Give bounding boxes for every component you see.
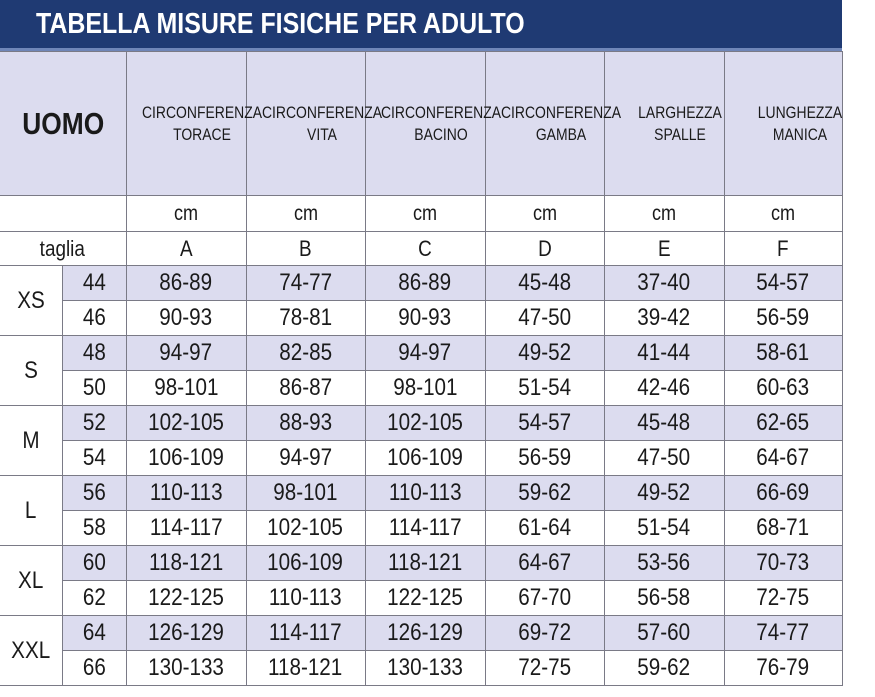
table-row [0,511,842,546]
measure-cell [246,336,365,371]
column-header [485,52,621,196]
measure-cell [604,476,724,511]
table-row [0,371,842,406]
measure-value: 118-121 [268,654,343,681]
size-number-cell [62,476,126,511]
measure-value: 49-52 [518,339,571,366]
measure-cell [604,371,724,406]
size-number: 58 [82,514,106,541]
column-header [724,52,842,196]
measure-cell [126,371,246,406]
measure-cell [604,581,724,616]
page-title: TABELLA MISURE FISICHE PER ADULTO [36,7,525,40]
measure-value: 126-129 [387,619,463,646]
measure-cell [365,266,485,301]
measure-cell [485,406,604,441]
measure-cell [365,441,485,476]
size-label: taglia [40,235,86,261]
measure-cell [126,511,246,546]
measure-cell [724,441,842,476]
measure-cell [365,616,485,651]
size-group-label: XXL [11,636,51,664]
measure-cell [126,546,246,581]
measure-value: 76-79 [756,654,810,681]
measure-cell [365,546,485,581]
letter-row [0,232,842,266]
measure-cell [246,651,365,686]
measure-cell [724,616,842,651]
measure-value: 78-81 [279,304,332,331]
measure-value: 51-54 [518,374,571,401]
column-header-label: CIRCONFERENZA TORACE [141,102,262,144]
measure-value: 62-65 [756,409,810,436]
unit-label: cm [651,201,677,225]
measure-cell [365,371,485,406]
table-row [0,441,842,476]
measure-value: 70-73 [756,549,810,576]
measure-value: 53-56 [637,549,691,576]
size-number: 64 [82,619,106,646]
size-number: 52 [82,409,106,436]
measure-cell [126,266,246,301]
size-group-label: L [24,496,37,524]
size-label-cell [0,232,126,266]
unit-label: cm [770,201,796,225]
measure-cell [485,336,604,371]
column-letter: F [777,235,789,261]
measure-cell [246,581,365,616]
size-number-cell [62,546,126,581]
table-row [0,546,842,581]
table-row [0,651,842,686]
measure-value: 74-77 [279,269,332,296]
measure-value: 60-63 [756,374,810,401]
unit-row [0,196,842,232]
size-number: 44 [82,269,106,296]
measure-cell [485,511,604,546]
measure-cell [126,581,246,616]
measure-value: 57-60 [637,619,691,646]
measure-value: 56-59 [756,304,810,331]
table-row [0,301,842,336]
measure-value: 59-62 [518,479,571,506]
measure-cell [126,406,246,441]
measure-value: 54-57 [518,409,571,436]
unit-row-spacer [0,196,126,232]
measure-value: 39-42 [637,304,691,331]
letter-cell [485,232,604,266]
measure-value: 102-105 [387,409,463,436]
measure-value: 68-71 [756,514,810,541]
size-number-cell [62,651,126,686]
measure-value: 90-93 [159,304,213,331]
measure-value: 94-97 [159,339,213,366]
measure-cell [246,511,365,546]
size-number-cell [62,301,126,336]
column-letter: B [299,235,312,261]
measure-cell [246,616,365,651]
measure-cell [724,651,842,686]
unit-cell [604,196,724,232]
size-group-label: XL [18,566,44,594]
size-group-cell [0,336,62,406]
column-header-label: LARGHEZZA SPALLE [637,102,722,144]
size-number-cell [62,511,126,546]
column-header-label: CIRCONFERENZA GAMBA [500,102,621,144]
measure-value: 122-125 [148,584,224,611]
size-table [0,51,843,686]
measure-value: 72-75 [518,654,571,681]
measure-cell [724,266,842,301]
measure-value: 106-109 [148,444,224,471]
measure-cell [604,301,724,336]
size-group-cell [0,476,62,546]
size-number-cell [62,371,126,406]
measure-cell [604,651,724,686]
unit-cell [724,196,842,232]
measure-value: 86-87 [279,374,332,401]
unit-label: cm [293,201,318,225]
measure-cell [724,511,842,546]
measure-cell [365,336,485,371]
measure-cell [485,651,604,686]
measure-value: 42-46 [637,374,691,401]
measure-cell [365,511,485,546]
unit-cell [365,196,485,232]
measure-value: 51-54 [637,514,691,541]
measure-cell [724,476,842,511]
measure-cell [724,336,842,371]
measure-value: 72-75 [756,584,810,611]
letter-cell [604,232,724,266]
measure-value: 45-48 [518,269,571,296]
measure-value: 82-85 [279,339,332,366]
measure-cell [126,336,246,371]
measure-cell [604,406,724,441]
size-number: 62 [82,584,106,611]
measure-value: 102-105 [267,514,344,541]
size-number-cell [62,266,126,301]
measure-value: 122-125 [387,584,463,611]
column-letter: D [537,235,552,261]
size-number: 46 [82,304,106,331]
measure-value: 74-77 [756,619,810,646]
measure-value: 98-101 [273,479,338,506]
measure-cell [126,616,246,651]
measure-value: 54-57 [756,269,810,296]
measure-value: 106-109 [267,549,344,576]
measure-value: 56-58 [637,584,691,611]
measure-cell [604,266,724,301]
table-row [0,336,842,371]
table-row [0,581,842,616]
measure-value: 59-62 [637,654,691,681]
measure-value: 102-105 [148,409,224,436]
measure-value: 94-97 [398,339,452,366]
size-group-cell [0,266,62,336]
unit-cell [485,196,604,232]
measure-cell [485,476,604,511]
size-number-cell [62,581,126,616]
measure-value: 45-48 [637,409,691,436]
measure-cell [246,476,365,511]
measure-value: 64-67 [518,549,571,576]
measure-cell [365,651,485,686]
measure-cell [485,581,604,616]
size-group-label: S [23,356,38,384]
unit-label: cm [173,201,199,225]
column-header-label: CIRCONFERENZA VITA [261,102,382,144]
size-number-cell [62,441,126,476]
measure-cell [485,266,604,301]
table-row [0,266,842,301]
size-number: 54 [82,444,106,471]
measure-value: 114-117 [269,619,342,646]
measure-value: 67-70 [518,584,571,611]
measure-value: 130-133 [387,654,463,681]
table-row [0,406,842,441]
column-header [126,52,262,196]
measure-cell [604,511,724,546]
measure-cell [246,406,365,441]
size-number: 48 [82,339,106,366]
measure-cell [365,301,485,336]
measure-value: 56-59 [518,444,571,471]
column-header [246,52,382,196]
measure-cell [365,406,485,441]
measure-cell [604,546,724,581]
size-group-cell [0,406,62,476]
measure-value: 118-121 [148,549,224,576]
size-group-label: XS [16,286,45,314]
column-header [365,52,501,196]
unit-label: cm [412,201,438,225]
measure-value: 114-117 [149,514,223,541]
measure-value: 88-93 [279,409,332,436]
measure-cell [126,441,246,476]
size-number: 56 [82,479,106,506]
measure-value: 98-101 [392,374,458,401]
measure-cell [365,476,485,511]
column-header-label: CIRCONFERENZA BACINO [380,102,501,144]
size-number-cell [62,336,126,371]
size-group-label: M [22,426,40,454]
measure-value: 41-44 [637,339,691,366]
measure-cell [246,266,365,301]
letter-cell [365,232,485,266]
measure-cell [485,616,604,651]
measure-value: 86-89 [398,269,452,296]
measure-cell [246,441,365,476]
size-number: 60 [82,549,106,576]
measure-cell [485,301,604,336]
header-row [0,52,842,196]
measure-cell [604,616,724,651]
measure-value: 90-93 [398,304,452,331]
measure-value: 110-113 [388,479,462,506]
measure-value: 110-113 [149,479,223,506]
gender-label: UOMO [21,105,104,141]
size-group-cell [0,616,62,686]
table-row [0,616,842,651]
measure-value: 86-89 [159,269,213,296]
measure-cell [724,406,842,441]
measure-value: 130-133 [148,654,224,681]
letter-cell [126,232,246,266]
table-row [0,476,842,511]
measure-value: 47-50 [637,444,691,471]
measure-value: 106-109 [387,444,463,471]
measure-value: 98-101 [153,374,219,401]
unit-cell [246,196,365,232]
size-number-cell [62,616,126,651]
measure-cell [604,441,724,476]
unit-cell [126,196,246,232]
measure-value: 126-129 [148,619,224,646]
measure-cell [485,441,604,476]
measure-value: 118-121 [387,549,463,576]
title-banner [0,0,842,48]
letter-cell [246,232,365,266]
column-header [604,52,724,196]
measure-value: 66-69 [756,479,810,506]
measure-cell [246,301,365,336]
column-letter: A [179,235,193,261]
size-number: 50 [82,374,106,401]
letter-cell [724,232,842,266]
measure-value: 94-97 [279,444,332,471]
measure-cell [485,371,604,406]
measure-cell [365,581,485,616]
measure-value: 110-113 [269,584,342,611]
measure-cell [126,476,246,511]
size-group-cell [0,546,62,616]
measure-value: 47-50 [518,304,571,331]
measure-cell [724,301,842,336]
measure-value: 49-52 [637,479,691,506]
measure-cell [724,581,842,616]
measure-cell [246,546,365,581]
measure-cell [126,651,246,686]
measure-cell [724,546,842,581]
size-number: 66 [82,654,106,681]
measure-cell [724,371,842,406]
column-letter: E [657,235,671,261]
measure-value: 64-67 [756,444,810,471]
gender-cell [0,52,126,196]
measure-value: 61-64 [518,514,571,541]
measure-value: 37-40 [637,269,691,296]
size-number-cell [62,406,126,441]
column-header-label: LUNGHEZZA MANICA [757,102,842,144]
unit-label: cm [532,201,557,225]
measure-value: 58-61 [756,339,810,366]
measure-value: 114-117 [388,514,462,541]
measure-cell [604,336,724,371]
measure-value: 69-72 [518,619,571,646]
measure-cell [126,301,246,336]
measure-cell [485,546,604,581]
measure-cell [246,371,365,406]
column-letter: C [418,235,432,261]
